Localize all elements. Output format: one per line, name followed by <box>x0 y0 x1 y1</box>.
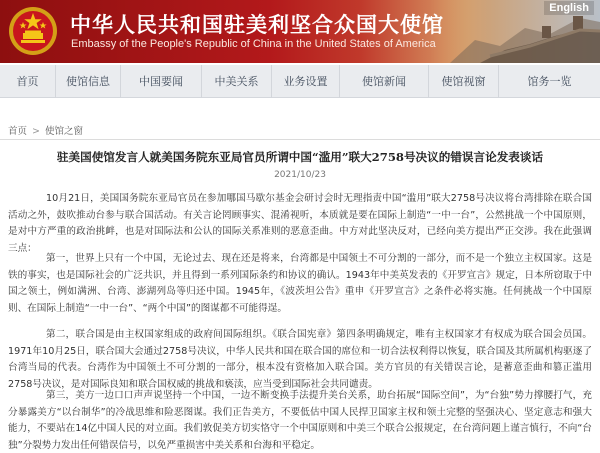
site-title: 中华人民共和国驻美利坚合众国大使馆 <box>70 12 444 37</box>
divider <box>0 139 600 140</box>
nav-item-services[interactable]: 业务设置 <box>272 65 340 98</box>
nav-item-embassy-window[interactable]: 使馆视窗 <box>429 65 499 98</box>
main-navigation <box>0 65 600 98</box>
nav-item-china-us-relations[interactable]: 中美关系 <box>202 65 272 98</box>
breadcrumb <box>8 123 83 137</box>
nav-item-embassy-affairs[interactable]: 馆务一览 <box>527 75 572 88</box>
breadcrumb-current-link[interactable]: 使馆之窗 <box>44 126 83 137</box>
site-header <box>0 0 600 63</box>
nav-item-home[interactable]: 首页 <box>0 65 56 98</box>
breadcrumb-home-link[interactable]: 首页 <box>8 126 28 137</box>
national-emblem-icon <box>8 6 58 56</box>
article-date: 2021/10/23 <box>274 170 326 180</box>
nav-item-china-news[interactable]: 中国要闻 <box>121 65 202 98</box>
site-title-english: Embassy of the People's Republic of China in the United States of America <box>71 38 436 50</box>
article-title: 驻美国使馆发言人就美国务院东亚局官员所谓中国“滥用”联大2758号决议的错误言论发表谈话 <box>56 150 544 164</box>
nav-item-embassy-news[interactable]: 使馆新闻 <box>340 65 429 98</box>
article-paragraph-3: 第二，联合国是由主权国家组成的政府间国际组织。《联合国宪章》第四条明确规定，唯有主权国家才有权成为联合国会员国。1971年10月25日，联合国大会通过2758号决议，中华人民共和国在联合国的席位和一切合法权利得以恢复，联合国及其所属机构驱逐了台湾当局的代表。台湾作为中国领土不可分割的一部分，根本没有资格加入联合国。美方官员的有关错误言论，是蓄意歪曲和篡正滥用2758号决议，是对国际良知和联合国权威的挑战和亵渎，应当受到国际社会共同谴责。 <box>8 329 592 390</box>
breadcrumb-separator: > <box>32 126 40 137</box>
article-paragraph-4: 第三，美方一边口口声声说坚持一个中国，一边不断变换手法提升美台关系，助台拓展“国际空间”，为“台独”势力撑腰打气，充分暴露美方“以台制华”的冷战思维和险恶图谋。我们正告美方，不要低估中国人民捍卫国家主权和领土完整的坚强决心、坚定意志和强大能力，不要站在14亿中国人民的对立面。我们敦促美方切实恪守一个中国原则和中美三个联合公报规定，在台湾问题上谨言慎行，不向“台独”分裂势力发出任何错误信号，以免严重损害中美关系和台海和平稳定。 <box>8 390 592 451</box>
nav-item-embassy-info[interactable]: 使馆信息 <box>56 65 121 98</box>
article-paragraph-1: 10月21日，美国国务院东亚局官员在参加哪国马歇尔基金会研讨会时无理指责中国“滥用”联大2758号决议将台湾排除在联合国活动之外，鼓吹推动台参与联合国活动。有关言论罔顾事实、混淆视听，本质就是要在国际上制造“一中一台”，公然挑战一个中国原则，是对中方严重的政治挑衅，也是对国际法和公认的国际关系准则的恶意歪曲。中方对此坚决反对，已经向美方提出严正交涉。我在此强调三点： <box>8 193 592 254</box>
article-paragraph-2: 第一，世界上只有一个中国，无论过去、现在还是将来，台湾都是中国领土不可分割的一部分，而不是一个独立主权国家。这是铁的事实，也是国际社会的广泛共识，并且得到一系列国际条约和协议的确认。1943年中美英发表的《开罗宣言》规定，日本所窃取于中国之领土，例如满洲、台湾、澎湖列岛等归还中国。1945年，《波茨坦公告》重申《开罗宣言》之条件必将实施。任何挑战一个中国原则、在国际上制造“一中一台”、“两个中国”的图谋都不可能得逞。 <box>8 253 592 314</box>
english-language-link[interactable]: English <box>544 1 594 15</box>
